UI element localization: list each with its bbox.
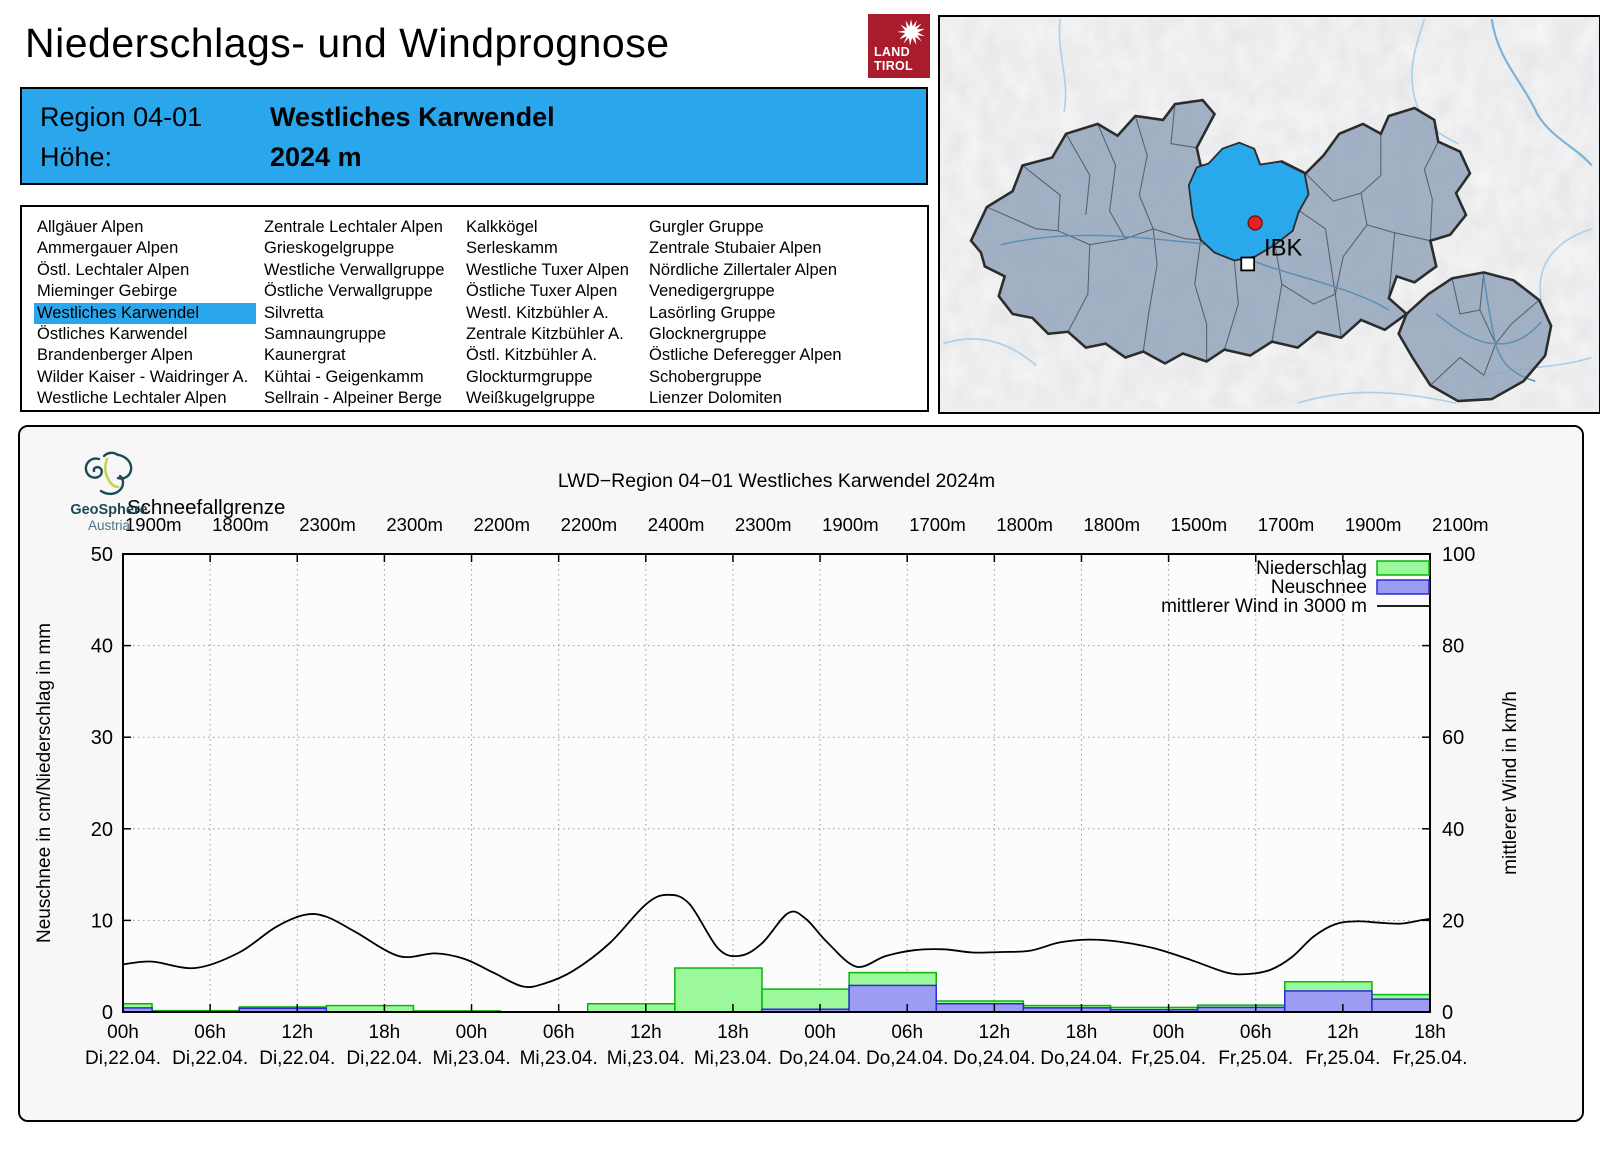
x-axis-time-label: 12h [978,1022,1011,1043]
x-axis-date-label: Di,22.04. [346,1048,423,1069]
left-axis-tick-label: 10 [90,910,113,933]
new-snow-bar [936,1004,1023,1012]
x-axis-time-label: 18h [1414,1022,1446,1043]
snowline-value: 2200m [473,514,531,535]
new-snow-bar [1285,991,1372,1012]
legend-swatch [1377,580,1429,594]
right-axis-tick-label: 80 [1442,635,1465,658]
region-list-item[interactable]: Westliche Tuxer Alpen [466,260,629,279]
region-list-item[interactable]: Zentrale Lechtaler Alpen [264,218,443,236]
left-axis-tick-label: 40 [90,635,113,658]
region-list-item[interactable]: Ammergauer Alpen [37,239,179,258]
snowline-value: 2300m [386,514,443,535]
region-list-item[interactable]: Zentrale Kitzbühler A. [466,325,624,344]
right-axis-tick-label: 20 [1442,910,1465,933]
region-list-item[interactable]: Östliches Karwendel [37,325,188,344]
x-axis-date-label: Do,24.04. [865,1048,949,1069]
x-axis-time-label: 12h [1327,1022,1359,1043]
x-axis-time-label: 18h [717,1022,749,1043]
region-list-item[interactable]: Brandenberger Alpen [37,346,193,365]
x-axis-time-label: 12h [629,1022,662,1043]
x-axis-time-label: 06h [194,1022,226,1043]
region-list-item[interactable]: Grieskogelgruppe [264,239,395,258]
chart-title: LWD−Region 04−01 Westliches Karwendel 2024m [557,470,996,492]
region-list-item[interactable]: Silvretta [264,303,324,322]
altitude-value: 2024 m [270,142,362,172]
region-list-item[interactable]: Östl. Kitzbühler A. [466,346,598,365]
right-axis-tick-label: 40 [1442,818,1465,841]
precipitation-bar [588,1004,675,1012]
region-list-item[interactable]: Östliche Deferegger Alpen [649,346,842,365]
x-axis-date-label: Di,22.04. [259,1048,336,1069]
snowline-value: 2100m [1432,514,1489,535]
snowline-value: 2200m [560,514,618,535]
region-list-item[interactable]: Westliche Verwallgruppe [264,260,445,279]
region-list-item[interactable]: Glocknergruppe [649,325,767,344]
region-list-item[interactable]: Lienzer Dolomiten [649,389,782,408]
new-snow-bar [1372,999,1430,1012]
x-axis-time-label: 00h [455,1022,488,1043]
x-axis-time-label: 18h [368,1022,401,1043]
region-list-item[interactable]: Samnaungruppe [264,325,387,344]
region-list-item[interactable]: Schobergruppe [649,367,762,386]
region-list-item[interactable]: Östliche Verwallgruppe [264,282,433,301]
legend-label: mittlerer Wind in 3000 m [1161,596,1367,617]
land-tirol-logo-text: LAND TIROL [874,45,913,73]
altitude-label: Höhe: [40,142,113,172]
region-list-column [261,217,459,410]
legend-label: Neuschnee [1270,577,1367,598]
region-marker-dot [1248,216,1262,230]
x-axis-date-label: Fr,25.04. [1131,1048,1207,1069]
x-axis-date-label: Do,24.04. [778,1048,862,1069]
x-axis-date-label: Fr,25.04. [1218,1048,1294,1069]
ibk-marker-square [1241,258,1254,271]
snowline-value: 1800m [212,514,269,535]
region-header-bar [20,87,928,185]
region-list-item[interactable]: Östl. Lechtaler Alpen [37,260,190,279]
x-axis-time-label: 00h [1152,1022,1185,1043]
region-list-column [463,217,643,410]
snowline-value: 1900m [822,514,879,535]
x-axis-time-label: 06h [891,1022,924,1043]
left-axis-tick-label: 50 [90,544,113,566]
right-axis-tick-label: 60 [1442,727,1465,750]
region-list-item[interactable]: Nördliche Zillertaler Alpen [649,260,838,279]
right-axis-tick-label: 0 [1442,1002,1454,1024]
x-axis-date-label: Do,24.04. [953,1048,1036,1069]
x-axis-time-label: 12h [281,1022,314,1043]
land-tirol-logo [868,14,930,78]
right-axis-tick-label: 100 [1442,544,1476,566]
x-axis-time-label: 06h [542,1022,575,1043]
region-list-item[interactable]: Mieminger Gebirge [37,282,178,301]
snowline-value: 1700m [909,514,966,535]
region-list-item[interactable]: Glockturmgruppe [466,367,593,386]
left-axis-tick-label: 30 [90,727,113,750]
region-list-column [646,217,916,410]
tirol-map [938,15,1600,414]
x-axis-date-label: Fr,25.04. [1392,1048,1468,1069]
region-list-item[interactable]: Weißkugelgruppe [466,389,596,408]
x-axis-date-label: Di,22.04. [172,1048,249,1069]
legend-swatch [1377,561,1429,575]
x-axis-time-label: 00h [107,1022,139,1043]
geosphere-country: Austria [87,518,131,533]
x-axis-time-label: 00h [804,1022,836,1043]
region-list [20,205,929,412]
forecast-chart [20,427,1582,1120]
snowline-value: 1900m [125,514,182,535]
left-axis-tick-label: 0 [101,1002,113,1024]
legend-label: Niederschlag [1256,558,1367,579]
page-title: Niederschlags- und Windprognose [25,20,670,66]
ibk-label: IBK [1264,234,1303,262]
region-list-item[interactable]: Sellrain - Alpeiner Berge [264,389,442,408]
x-axis-date-label: Do,24.04. [1040,1048,1123,1069]
snowline-value: 1500m [1170,514,1228,535]
forecast-chart-panel [18,425,1584,1122]
geosphere-name: GeoSphere [70,502,148,518]
snowline-value: 1700m [1257,514,1315,535]
x-axis-time-label: 06h [1239,1022,1272,1043]
region-list-item[interactable]: Kaunergrat [264,346,346,365]
snowline-value: 1900m [1344,514,1402,535]
region-list-item[interactable]: Östliche Tuxer Alpen [466,282,618,301]
region-list-item[interactable]: Westliches Karwendel [34,303,256,324]
region-list-item[interactable]: Lasörling Gruppe [649,303,776,322]
region-list-item[interactable]: Westl. Kitzbühler A. [466,303,609,322]
region-name: Westliches Karwendel [270,102,555,132]
region-list-item[interactable]: Venedigergruppe [649,282,775,301]
region-list-item[interactable]: Zentrale Stubaier Alpen [649,239,822,258]
left-axis-tick-label: 20 [90,818,113,841]
new-snow-bar [849,985,936,1012]
x-axis-time-label: 18h [1065,1022,1098,1043]
region-list-item[interactable]: Kühtai - Geigenkamm [264,367,424,386]
snowline-value: 1800m [1083,514,1141,535]
region-list-item[interactable]: Serleskamm [466,239,558,258]
region-list-item[interactable]: Allgäuer Alpen [37,218,144,236]
precipitation-bar [675,968,762,1012]
snowline-value: 2400m [647,514,705,535]
region-list-item[interactable]: Wilder Kaiser - Waidringer A. [37,367,249,386]
region-label: Region 04-01 [40,102,203,132]
snowline-value: 1800m [996,514,1053,535]
forecast-chart-svg [20,427,1582,1120]
geosphere-logo-icon [77,449,141,497]
right-axis-label: mittlerer Wind in km/h [1500,691,1521,875]
region-list-item[interactable]: Kalkkögel [466,218,538,236]
snowline-value: 2300m [734,514,792,535]
left-axis-label: Neuschnee in cm/Niederschlag in mm [34,623,55,943]
region-list-item[interactable]: Westliche Lechtaler Alpen [37,389,227,408]
x-axis-date-label: Mi,23.04. [432,1048,511,1069]
region-list-column [34,217,256,410]
x-axis-date-label: Mi,23.04. [606,1048,685,1069]
x-axis-date-label: Mi,23.04. [519,1048,598,1069]
region-list-item[interactable]: Gurgler Gruppe [649,218,764,236]
plot-area [123,554,1430,1012]
snowline-label: Schneefallgrenze [127,496,286,519]
geosphere-logo [54,449,164,534]
x-axis-date-label: Di,22.04. [84,1048,162,1069]
snowline-value: 2300m [299,514,356,535]
x-axis-date-label: Mi,23.04. [693,1048,773,1069]
x-axis-date-label: Fr,25.04. [1305,1048,1381,1069]
